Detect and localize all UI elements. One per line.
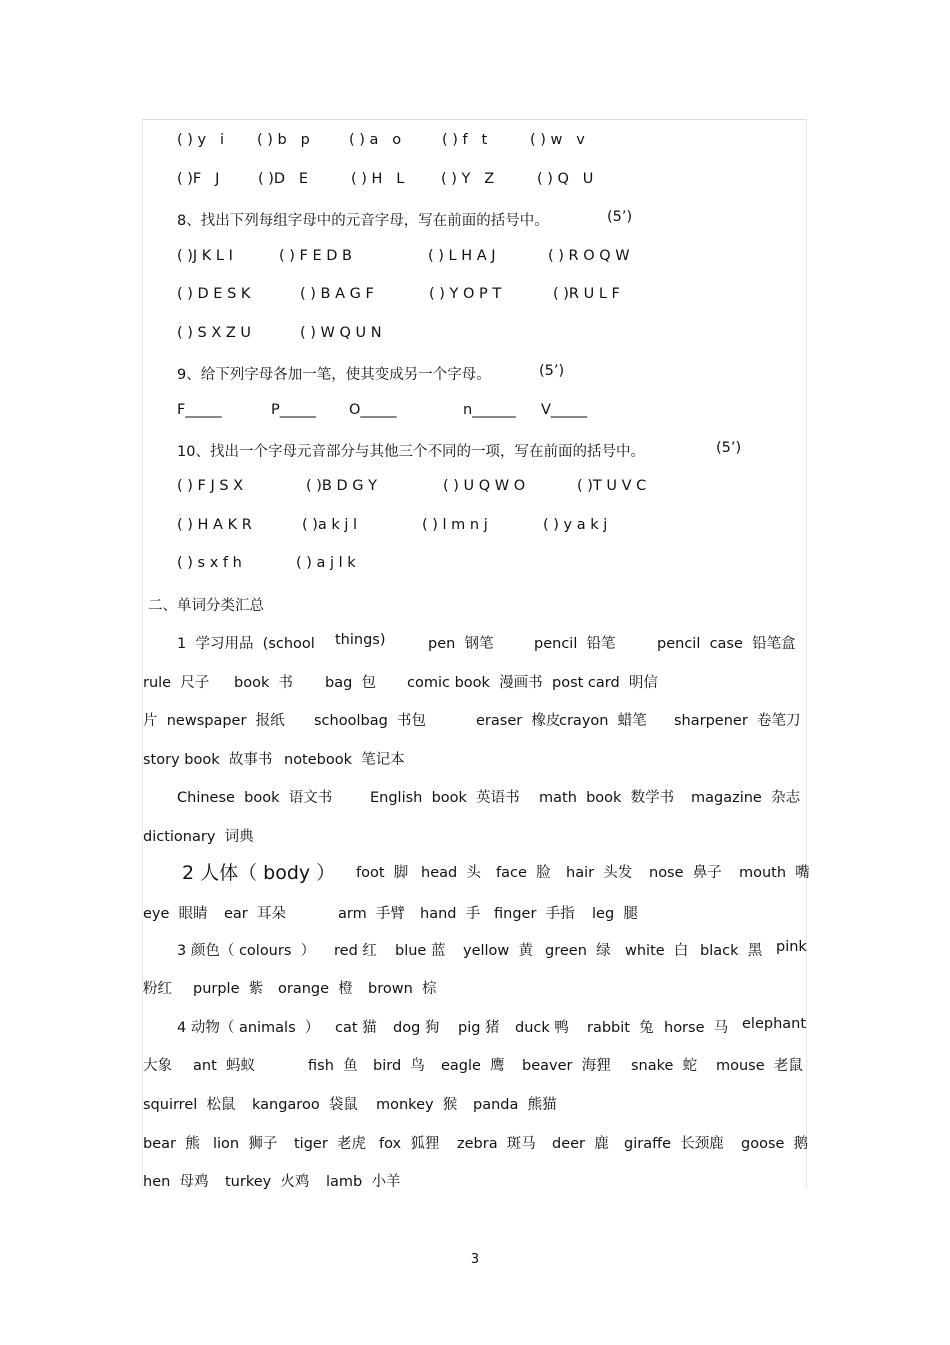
text-segment: nose 鼻子 xyxy=(649,865,722,881)
text-line xyxy=(0,1016,950,1038)
text-segment: pen 钢笔 xyxy=(428,636,494,652)
text-segment: ( ) U Q W O xyxy=(443,478,526,494)
text-segment: tiger 老虎 xyxy=(294,1136,367,1152)
text-segment: O_____ xyxy=(349,402,397,418)
text-segment: ( ) y i xyxy=(177,132,224,148)
text-segment: schoolbag 书包 xyxy=(314,713,426,729)
text-segment: snake 蛇 xyxy=(631,1058,698,1074)
text-segment: duck 鸭 xyxy=(515,1020,569,1036)
text-segment: ( ) b p xyxy=(257,132,310,148)
text-segment: post card 明信 xyxy=(552,675,658,691)
text-segment: 大象 xyxy=(143,1058,172,1074)
text-segment: cat 猫 xyxy=(335,1020,377,1036)
text-segment: bird 鸟 xyxy=(373,1058,425,1074)
text-segment: purple 紫 xyxy=(193,981,264,997)
text-segment: yellow 黄 xyxy=(463,943,534,959)
text-segment: (5’) xyxy=(607,209,633,225)
text-segment: math book 数学书 xyxy=(539,790,675,806)
text-segment: pig 猪 xyxy=(458,1020,500,1036)
text-segment: story book 故事书 xyxy=(143,752,273,768)
text-segment: pencil case 铅笔盒 xyxy=(657,636,796,652)
text-segment: ( ) Y Z xyxy=(441,171,495,187)
text-segment: 3 颜色（ colours ） xyxy=(177,943,316,959)
text-segment: blue 蓝 xyxy=(395,943,446,959)
text-line xyxy=(0,902,950,924)
text-segment: notebook 笔记本 xyxy=(284,752,405,768)
text-segment: magazine 杂志 xyxy=(691,790,801,806)
text-line xyxy=(0,825,950,847)
text-line xyxy=(0,861,950,883)
text-segment: zebra 斑马 xyxy=(457,1136,536,1152)
text-segment: ( ) w v xyxy=(530,132,585,148)
text-line xyxy=(0,209,950,231)
text-segment: mouth 嘴 xyxy=(739,865,810,881)
text-segment: fox 狐狸 xyxy=(379,1136,440,1152)
text-line xyxy=(0,402,950,424)
text-segment: ( ) a j l k xyxy=(296,555,356,571)
text-segment: ( ) S X Z U xyxy=(177,325,252,341)
text-line xyxy=(0,517,950,539)
text-line xyxy=(0,594,950,616)
text-segment: green 绿 xyxy=(545,943,611,959)
text-segment: ( ) f t xyxy=(442,132,488,148)
text-line xyxy=(0,363,950,385)
text-line xyxy=(0,1132,950,1154)
text-segment: (5’) xyxy=(716,440,742,456)
text-line xyxy=(0,440,950,462)
text-segment: sharpener 卷笔刀 xyxy=(674,713,801,729)
text-segment: 10、找出一个字母元音部分与其他三个不同的一项，写在前面的括号中。 xyxy=(177,444,645,460)
text-segment: eraser 橡皮 xyxy=(476,713,561,729)
text-segment: panda 熊猫 xyxy=(473,1097,557,1113)
text-segment: ( ) a o xyxy=(349,132,402,148)
text-segment: F_____ xyxy=(177,402,222,418)
text-segment: ( ) s x f h xyxy=(177,555,242,571)
text-segment: dictionary 词典 xyxy=(143,829,254,845)
text-segment: 2 人体（ body ） xyxy=(182,862,336,884)
text-segment: ( ) H L xyxy=(351,171,405,187)
text-segment: comic book 漫画书 xyxy=(407,675,543,691)
text-segment: ( )a k j l xyxy=(302,517,358,533)
text-segment: ear 耳朵 xyxy=(224,906,286,922)
text-segment: ( )F J xyxy=(177,171,220,187)
text-segment: lamb 小羊 xyxy=(326,1174,401,1190)
text-segment: kangaroo 袋鼠 xyxy=(252,1097,358,1113)
text-segment: (5’) xyxy=(539,363,565,379)
text-segment: crayon 蜡笔 xyxy=(559,713,647,729)
text-segment: P_____ xyxy=(271,402,316,418)
text-segment: turkey 火鸡 xyxy=(225,1174,310,1190)
text-segment: ( ) W Q U N xyxy=(300,325,382,341)
text-segment: mouse 老鼠 xyxy=(716,1058,803,1074)
text-segment: ( ) H A K R xyxy=(177,517,252,533)
text-segment: head 头 xyxy=(421,865,481,881)
text-segment: elephant xyxy=(742,1016,807,1032)
text-segment: beaver 海狸 xyxy=(522,1058,611,1074)
text-segment: 8、找出下列每组字母中的元音字母，写在前面的括号中。 xyxy=(177,213,549,229)
text-segment: eye 眼睛 xyxy=(143,906,208,922)
text-segment: red 红 xyxy=(334,943,377,959)
page-number: 3 xyxy=(470,1252,480,1267)
text-segment: 1 学习用品 (school xyxy=(177,636,315,652)
text-line xyxy=(0,1054,950,1076)
text-line xyxy=(0,171,950,193)
text-segment: squirrel 松鼠 xyxy=(143,1097,236,1113)
text-segment: ( ) L H A J xyxy=(428,248,496,264)
text-segment: book 书 xyxy=(234,675,294,691)
text-segment: ( ) l m n j xyxy=(422,517,488,533)
text-segment: dog 狗 xyxy=(393,1020,440,1036)
text-line xyxy=(0,132,950,154)
text-segment: giraffe 长颈鹿 xyxy=(624,1136,724,1152)
text-segment: eagle 鹰 xyxy=(441,1058,505,1074)
text-segment: ( ) B A G F xyxy=(300,286,374,302)
text-segment: rule 尺子 xyxy=(143,675,210,691)
text-segment: orange 橙 xyxy=(278,981,353,997)
text-segment: ( ) y a k j xyxy=(543,517,608,533)
text-segment: 4 动物（ animals ） xyxy=(177,1020,320,1036)
text-segment: black 黑 xyxy=(700,943,763,959)
text-segment: hen 母鸡 xyxy=(143,1174,209,1190)
text-line xyxy=(0,555,950,577)
text-segment: 粉红 xyxy=(143,981,172,997)
text-segment: monkey 猴 xyxy=(376,1097,458,1113)
text-segment: Chinese book 语文书 xyxy=(177,790,333,806)
text-segment: V_____ xyxy=(541,402,588,418)
text-segment: finger 手指 xyxy=(494,906,575,922)
text-segment: ( )J K L I xyxy=(177,248,233,264)
text-segment: bag 包 xyxy=(325,675,377,691)
text-segment: ( ) R O Q W xyxy=(548,248,630,264)
text-segment: ant 蚂蚁 xyxy=(193,1058,255,1074)
text-segment: rabbit 兔 xyxy=(587,1020,654,1036)
text-segment: 9、给下列字母各加一笔，使其变成另一个字母。 xyxy=(177,367,491,383)
text-segment: pink xyxy=(776,939,807,955)
text-line xyxy=(0,1093,950,1115)
text-line xyxy=(0,709,950,731)
text-segment: ( )B D G Y xyxy=(306,478,377,494)
text-segment: deer 鹿 xyxy=(552,1136,609,1152)
text-line xyxy=(0,671,950,693)
text-line xyxy=(0,939,950,961)
text-line xyxy=(0,325,950,347)
text-segment: hair 头发 xyxy=(566,865,633,881)
text-segment: English book 英语书 xyxy=(370,790,520,806)
text-line xyxy=(0,478,950,500)
text-segment: 二、单词分类汇总 xyxy=(148,598,264,614)
text-segment: face 脸 xyxy=(496,865,551,881)
text-segment: brown 棕 xyxy=(368,981,437,997)
text-line xyxy=(0,1170,950,1192)
text-segment: ( )D E xyxy=(258,171,309,187)
text-segment: things) xyxy=(335,632,386,648)
text-segment: arm 手臂 xyxy=(338,906,405,922)
text-line xyxy=(0,748,950,770)
text-segment: 片 newspaper 报纸 xyxy=(143,713,285,729)
text-segment: horse 马 xyxy=(664,1020,729,1036)
text-segment: ( ) Q U xyxy=(537,171,594,187)
text-line xyxy=(0,786,950,808)
text-segment: lion 狮子 xyxy=(213,1136,278,1152)
text-segment: ( )T U V C xyxy=(577,478,647,494)
text-line xyxy=(0,977,950,999)
text-segment: foot 脚 xyxy=(356,865,409,881)
text-segment: bear 熊 xyxy=(143,1136,200,1152)
text-segment: fish 鱼 xyxy=(308,1058,358,1074)
text-segment: leg 腿 xyxy=(592,906,638,922)
text-line xyxy=(0,632,950,654)
text-segment: ( ) F E D B xyxy=(279,248,352,264)
text-segment: pencil 铅笔 xyxy=(534,636,616,652)
text-segment: ( ) D E S K xyxy=(177,286,251,302)
text-segment: n______ xyxy=(463,402,516,418)
text-line xyxy=(0,286,950,308)
text-line xyxy=(0,248,950,270)
text-segment: white 白 xyxy=(625,943,689,959)
text-segment: ( )R U L F xyxy=(553,286,620,302)
text-segment: ( ) F J S X xyxy=(177,478,244,494)
text-segment: goose 鹅 xyxy=(741,1136,809,1152)
text-segment: hand 手 xyxy=(420,906,481,922)
text-segment: ( ) Y O P T xyxy=(429,286,502,302)
